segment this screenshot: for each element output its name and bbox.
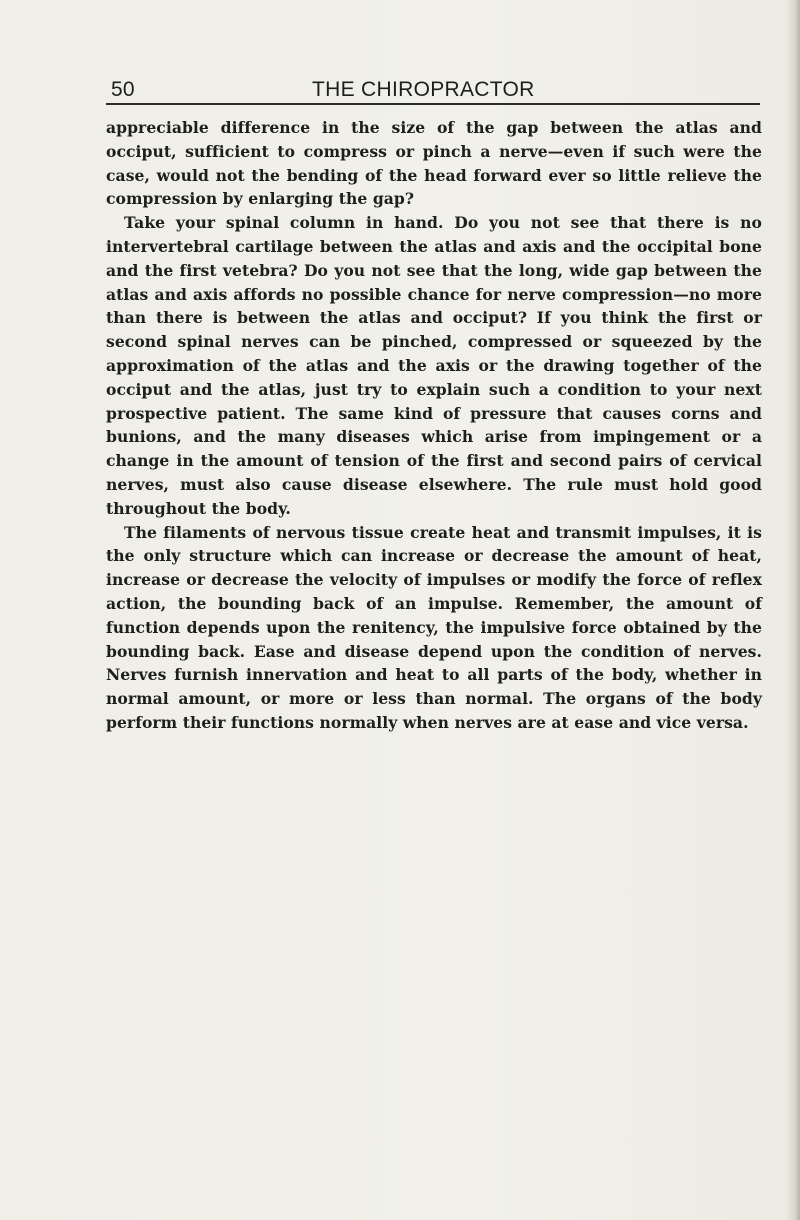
header-rule: [106, 103, 760, 105]
running-head: THE CHIROPRACTOR: [312, 78, 535, 101]
page-header: [106, 74, 760, 106]
body-text: [106, 116, 762, 735]
paragraph-continued: appreciable difference in the size of the gap between the atlas and occiput, sufficient to compress or pinch a nerve—even if such were the case, would not the bending of the head forward ever so little relieve the compression by enlarging the gap?: [106, 118, 762, 209]
page-edge-shadow: [786, 0, 800, 1220]
paragraph: The filaments of nervous tissue create heat and transmit impulses, it is the only structure which can increase or decrease the amount of heat, increase or decrease the velocity of impulses or modify the force of reflex action, the bounding back of an impulse. Remember, the amount of function depends upon the renitency, the impulsive force obtained by the bounding back. Ease and disease depend upon the condition of nerves. Nerves furnish innervation and heat to all parts of the body, whether in normal amount, or more or less than normal. The organs of the body perform their functions normally when nerves are at ease and vice versa.: [106, 522, 762, 732]
paragraph: Take your spinal column in hand. Do you not see that there is no intervertebral cartilage between the atlas and axis and the occipital bone and the first vetebra? Do you not see that the long, wide gap between the atlas and axis affords no possible chance for nerve compression—no more than there is between the atlas and occiput? If you think the first or second spinal nerves can be pinched, compressed or squeezed by the approximation of the atlas and the axis or the drawing together of the occiput and the atlas, just try to explain such a condition to your next prospective patient. The same kind of pressure that causes corns and bunions, and the many diseases which arise from impingement or a change in the amount of tension of the first and second pairs of cervical nerves, must also cause disease elsewhere. The rule must hold good throughout the body.: [106, 213, 762, 518]
page-number: 50: [111, 78, 135, 101]
